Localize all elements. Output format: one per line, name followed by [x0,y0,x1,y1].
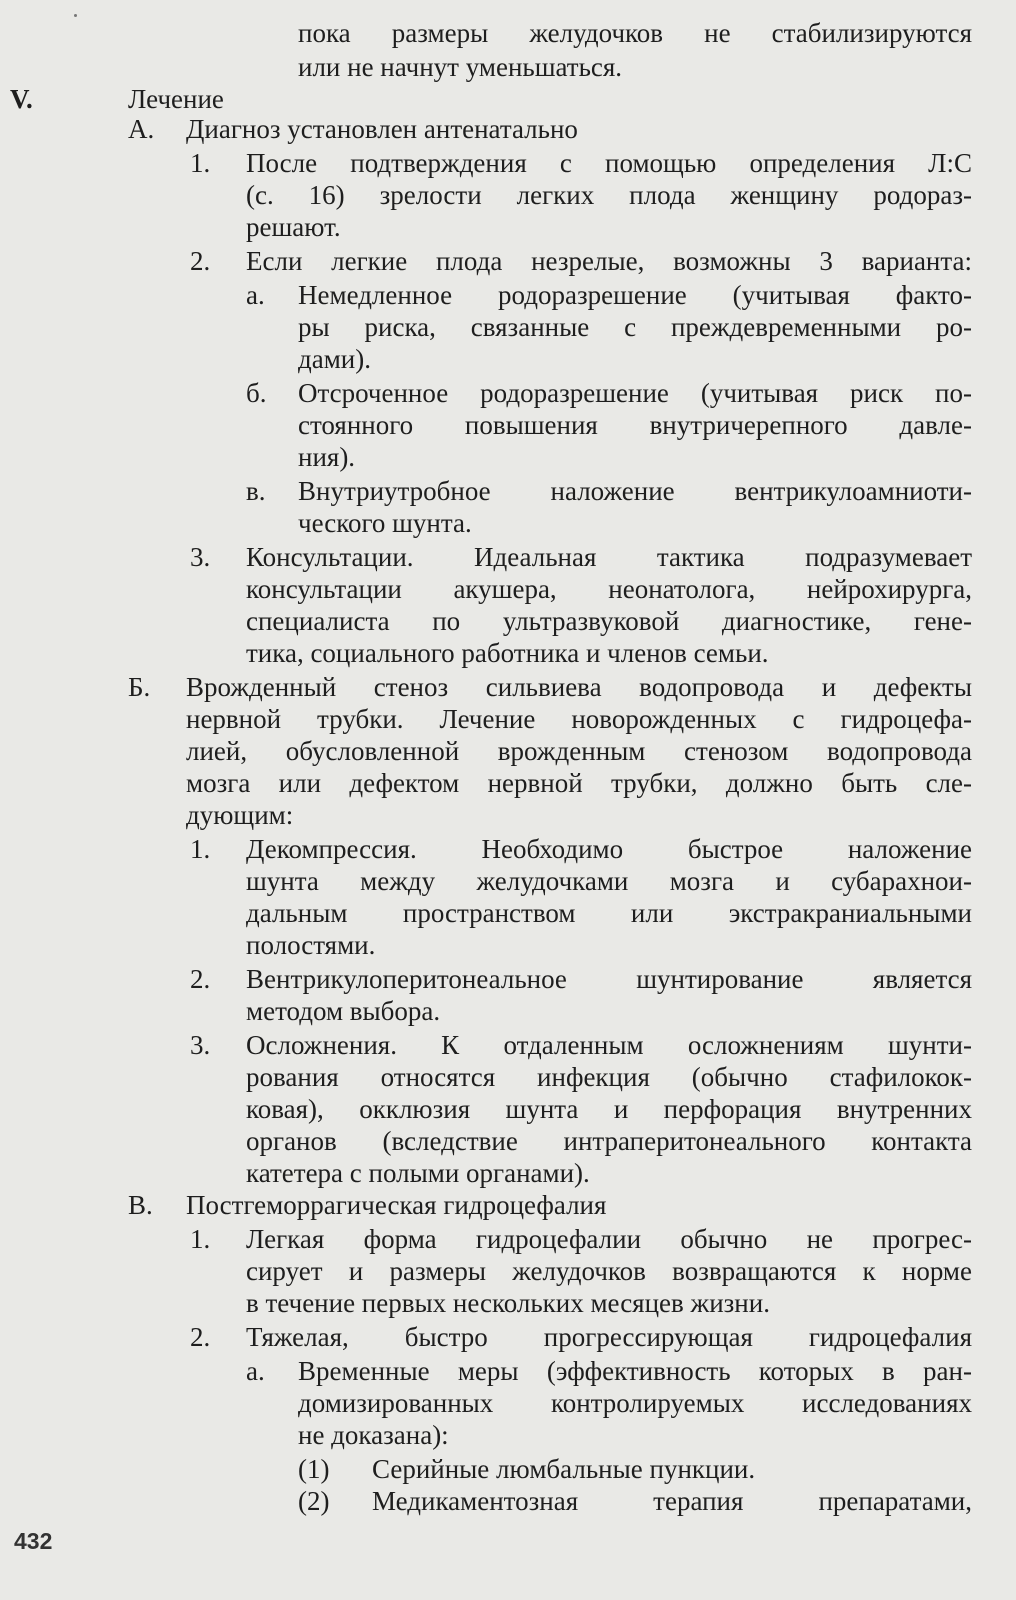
list-marker: 2. [190,964,211,994]
text-line: Временные меры (эффективность которых в ран- [298,1356,972,1386]
text-line: ковая), окклюзия шунта и перфорация внутренних [246,1094,972,1124]
text-line: или не начнут уменьшаться. [298,52,623,82]
list-marker: (2) [298,1486,330,1516]
text-line: Внутриутробное наложение вентрикулоамниоти- [298,476,972,506]
text-line: пока размеры желудочков не стабилизируются [298,18,972,48]
text-line: нервной трубки. Лечение новорожденных с гидроцефа- [186,704,972,734]
list-marker: 3. [190,542,211,572]
list-marker: б. [246,378,267,408]
text-line: рования относятся инфекция (обычно стафилокок- [246,1062,972,1092]
text-line: Вентрикулоперитонеальное шунтирование является [246,964,972,994]
text-line: катетера с полыми органами). [246,1158,590,1188]
text-line: ния). [298,442,356,472]
text-line: (с. 16) зрелости легких плода женщину родораз- [246,180,972,210]
text-line: После подтверждения с помощью определения Л:С [246,148,972,178]
text-line: Немедленное родоразрешение (учитывая факто- [298,280,972,310]
list-marker: в. [246,476,266,506]
print-speck [74,14,77,17]
text-line: не доказана): [298,1420,449,1450]
subsection-heading: Постгеморрагическая гидроцефалия [186,1190,607,1220]
text-line: Консультации. Идеальная тактика подразумевает [246,542,972,572]
text-line: Осложнения. К отдаленным осложнениям шунти- [246,1030,972,1060]
text-line: решают. [246,212,341,242]
list-marker: 1. [190,834,211,864]
text-line: методом выбора. [246,996,441,1026]
text-line: ческого шунта. [298,508,472,538]
list-marker: 1. [190,148,211,178]
list-marker: 3. [190,1030,211,1060]
text-line: консультации акушера, неонатолога, нейрохирурга, [246,574,972,604]
text-line: сирует и размеры желудочков возвращаются к норме [246,1256,972,1286]
list-marker: (1) [298,1454,330,1484]
text-line: специалиста по ультразвуковой диагностике, гене- [246,606,972,636]
text-line: шунта между желудочками мозга и субарахнои- [246,866,972,896]
text-line: дующим: [186,800,294,830]
list-marker: В. [128,1190,153,1220]
list-marker: Б. [128,672,151,702]
section-marker: V. [10,84,33,114]
list-marker: 2. [190,246,211,276]
text-line: Врожденный стеноз сильвиева водопровода и дефекты [186,672,972,702]
text-line: стоянного повышения внутричерепного давле- [298,410,972,440]
text-line: Тяжелая, быстро прогрессирующая гидроцефалия [246,1322,972,1352]
text-line: органов (вследствие интраперитонеального контакта [246,1126,972,1156]
text-line: Декомпрессия. Необходимо быстрое наложение [246,834,972,864]
list-marker: а. [246,1356,265,1386]
list-marker: а. [246,280,265,310]
text-line: Серийные люмбальные пункции. [372,1454,756,1484]
text-line: лией, обусловленной врожденным стенозом водопровода [186,736,972,766]
text-line: Легкая форма гидроцефалии обычно не прогрес- [246,1224,972,1254]
text-line: Отсроченное родоразрешение (учитывая риск по- [298,378,972,408]
text-line: Медикаментозная терапия препаратами, [372,1486,972,1516]
text-line: домизированных контролируемых исследованиях [298,1388,972,1418]
text-line: тика, социального работника и членов семьи. [246,638,769,668]
page-number: 432 [14,1528,53,1554]
text-line: Если легкие плода незрелые, возможны 3 варианта: [246,246,972,276]
text-line: ры риска, связанные с преждевременными ро- [298,312,972,342]
list-marker: 2. [190,1322,211,1352]
section-heading: Лечение [128,84,224,114]
list-marker: А. [128,114,155,144]
text-line: дами). [298,344,371,374]
text-line: дальным пространством или экстракраниальными [246,898,972,928]
text-line: полостями. [246,930,376,960]
text-line: в течение первых нескольких месяцев жизни. [246,1288,770,1318]
subsection-heading: Диагноз установлен антенатально [186,114,578,144]
list-marker: 1. [190,1224,211,1254]
text-line: мозга или дефектом нервной трубки, должно быть сле- [186,768,972,798]
